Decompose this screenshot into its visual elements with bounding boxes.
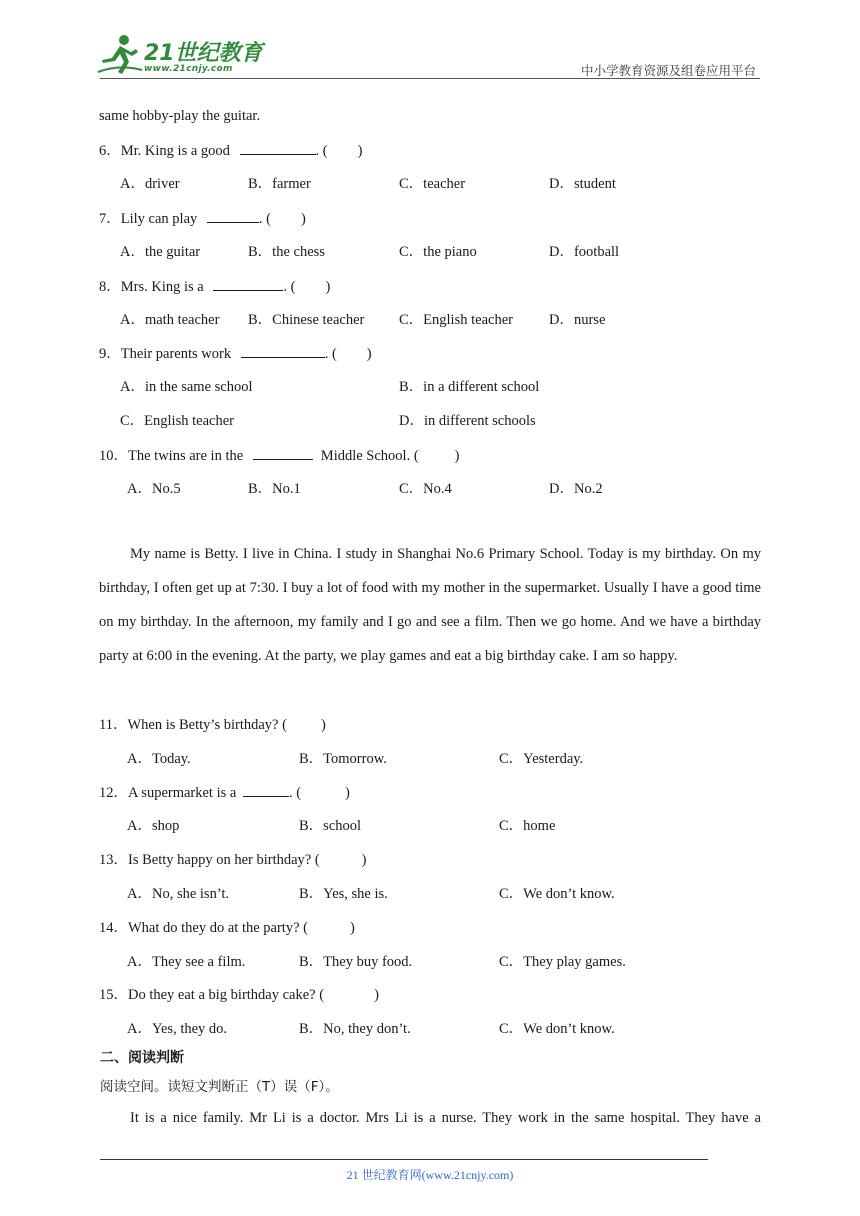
logo-url: www.21cnjy.com	[144, 64, 233, 74]
answer-blank	[240, 141, 316, 155]
option: B．in a different school	[399, 379, 540, 395]
option: D．No.2	[549, 481, 603, 497]
question-text: 11．When is Betty’s birthday? (	[99, 717, 287, 733]
question-text: 12．A supermarket is a	[99, 785, 237, 801]
section-heading: 二、阅读判断	[100, 1050, 184, 1066]
option: C．We don’t know.	[499, 886, 615, 902]
option: D．student	[549, 176, 616, 192]
runner-logo-icon	[96, 32, 144, 78]
question-7: 7．Lily can play . ( )	[99, 211, 306, 227]
option: B．Tomorrow.	[299, 751, 387, 767]
question-11: 11．When is Betty’s birthday? ( )	[99, 717, 326, 733]
option: C．Yesterday.	[499, 751, 584, 767]
option: B．the chess	[248, 244, 325, 260]
section-instruction: 阅读空间。读短文判断正（T）误（F）。	[100, 1079, 339, 1095]
option: D．nurse	[549, 312, 606, 328]
footer-text: 21 世纪教育网(www.21cnjy.com)	[346, 1168, 514, 1182]
question-text: 7．Lily can play	[99, 211, 198, 227]
option: A．math teacher	[120, 312, 220, 328]
option: A．They see a film.	[127, 954, 246, 970]
carry-over-text: same hobby-play the guitar.	[99, 108, 261, 124]
option: D．football	[549, 244, 620, 260]
option: C．English teacher	[120, 413, 234, 429]
passage-text: It is a nice family. Mr Li is a doctor. Mrs Li is a nurse. They work in the same hospital. They have a	[130, 1110, 761, 1126]
question-text: 15．Do they eat a big birthday cake? (	[99, 987, 325, 1003]
option: A．shop	[127, 818, 180, 834]
question-15: 15．Do they eat a big birthday cake? ( )	[99, 987, 379, 1003]
answer-blank	[241, 344, 325, 358]
option: B．They buy food.	[299, 954, 413, 970]
option: B．Yes, she is.	[299, 886, 388, 902]
page-header	[0, 0, 860, 80]
question-10: 10．The twins are in the Middle School. ( )	[99, 448, 460, 464]
answer-blank	[207, 209, 259, 223]
answer-blank	[253, 446, 313, 460]
option: B．No.1	[248, 481, 301, 497]
question-12: 12．A supermarket is a . ( )	[99, 785, 350, 801]
question-13: 13．Is Betty happy on her birthday? ( )	[99, 852, 367, 868]
option: C．the piano	[399, 244, 477, 260]
answer-blank	[243, 783, 289, 797]
option: B．No, they don’t.	[299, 1021, 411, 1037]
section-passage	[99, 1101, 761, 1135]
logo	[96, 32, 266, 78]
answer-blank	[213, 277, 283, 291]
option: C．home	[499, 818, 556, 834]
option: C．English teacher	[399, 312, 513, 328]
question-text: 10．The twins are in the	[99, 448, 244, 464]
option: B．farmer	[248, 176, 311, 192]
option: D．in different schools	[399, 413, 536, 429]
option: A．Today.	[127, 751, 191, 767]
option: C．No.4	[399, 481, 452, 497]
footer-divider	[100, 1159, 708, 1160]
question-text: 9．Their parents work	[99, 346, 232, 362]
question-6: 6．Mr. King is a good . ( )	[99, 143, 363, 159]
question-text: 14．What do they do at the party? (	[99, 920, 308, 936]
option: A．Yes, they do.	[127, 1021, 228, 1037]
question-text: 6．Mr. King is a good	[99, 143, 230, 159]
option: C．They play games.	[499, 954, 626, 970]
option: A．the guitar	[120, 244, 201, 260]
header-divider	[100, 78, 760, 79]
option: A．No.5	[127, 481, 181, 497]
option: B．school	[299, 818, 362, 834]
option: A．in the same school	[120, 379, 253, 395]
reading-passage	[99, 537, 761, 673]
option: A．driver	[120, 176, 180, 192]
option: C．teacher	[399, 176, 466, 192]
logo-text: 21世纪教育	[144, 41, 263, 66]
question-text: 13．Is Betty happy on her birthday? (	[99, 852, 320, 868]
question-14: 14．What do they do at the party? ( )	[99, 920, 355, 936]
option: A．No, she isn’t.	[127, 886, 230, 902]
question-8: 8．Mrs. King is a . ( )	[99, 279, 331, 295]
platform-title: 中小学教育资源及组卷应用平台	[580, 63, 756, 78]
question-text: 8．Mrs. King is a	[99, 279, 204, 295]
question-9: 9．Their parents work . ( )	[99, 346, 372, 362]
option: B．Chinese teacher	[248, 312, 365, 328]
option: C．We don’t know.	[499, 1021, 615, 1037]
passage-text: My name is Betty. I live in China. I study in Shanghai No.6 Primary School. Today is my birthday. On my birthday, I often get up at 7:30. I buy a lot of food with my mother in the supermarket. Usually I have a good time on my birthday. In the afternoon, my family and I go and see a film. Then we go home. And we have a birthday party at 6:00 in the evening. At the party, we play games and eat a big birthday cake. I am so happy.	[99, 546, 761, 664]
